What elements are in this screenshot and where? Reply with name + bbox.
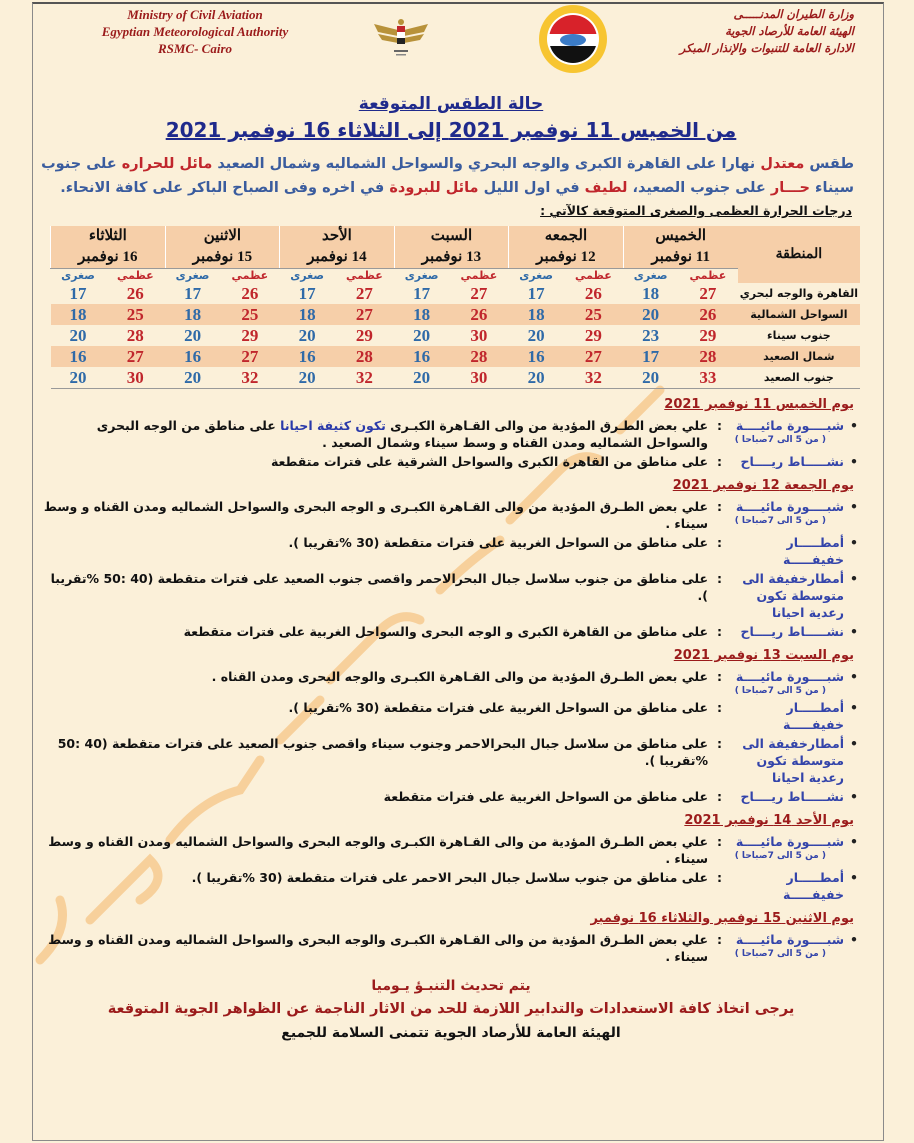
max-temp: 25 <box>564 304 624 325</box>
summary-segment: حـــار <box>770 180 810 196</box>
max-temp: 29 <box>584 326 602 345</box>
max-temp: 29 <box>355 326 373 345</box>
header-ar-line: الهيئة العامة للأرصاد الجوية <box>725 24 854 38</box>
day-date: 11 نوفمبر <box>623 247 738 269</box>
phenomenon-description <box>40 453 708 470</box>
colon: : <box>717 454 722 469</box>
header-ar-line: الادارة العامة للتنبوات والإنذار المبكر <box>679 41 854 55</box>
header-en-line: RSMC- Cairo <box>157 41 233 56</box>
summary-segment: على جنوب الصعيد، <box>627 180 771 196</box>
day-header <box>165 226 280 247</box>
min-label: صغرى <box>175 269 210 282</box>
min-temp: 20 <box>527 326 545 345</box>
max-label: عظمي <box>231 269 269 282</box>
time-note: ( من 5 الى 7صباحا ) <box>734 851 826 861</box>
min-label: صغرى <box>290 269 324 282</box>
summary-segment: مائل للبرودة <box>389 180 479 196</box>
min-temp: 20 <box>51 367 106 389</box>
phenomenon-label <box>722 623 844 640</box>
min-temp: 17 <box>69 284 87 303</box>
forecast-item <box>40 534 862 568</box>
phenomenon-name: أمطارخفيفة الى متوسطة تكون رعدية احيانا <box>742 571 844 620</box>
forecast-item <box>40 453 862 470</box>
phenomenon-label <box>722 417 844 446</box>
day-section-heading: يوم الجمعة 12 نوفمبر 2021 <box>672 478 854 493</box>
footer-closing: الهيئة العامة للأرصاد الجوية تتمنى السلامة للجميع <box>281 1025 621 1041</box>
description-text: على مناطق من جنوب سلاسل جبال البحر الاحمر على فترات متقطعة (30 %تقريبا ). <box>191 870 708 885</box>
header-en-line: Egyptian Meteorological Authority <box>101 24 289 39</box>
time-note: ( من 5 الى 7صباحا ) <box>734 949 826 959</box>
phenomenon-name: شبــــورة مائيــــة <box>735 834 844 849</box>
phenomenon-name: شبــــورة مائيــــة <box>735 669 844 684</box>
summary-segment: مائل للحراره <box>121 156 213 172</box>
max-temp: 26 <box>678 304 738 325</box>
header-english <box>60 6 330 57</box>
ema-logo <box>538 4 608 74</box>
max-temp: 32 <box>564 367 624 389</box>
max-temp: 25 <box>105 304 165 325</box>
phenomenon-name: أمطـــــار خفيفـــــة <box>782 700 844 732</box>
min-temp: 20 <box>298 326 316 345</box>
description-text: على مناطق من الوجه البحرى والسواحل الشماليه ومدن القناه و وسط سيناء وشمال الصعيد . <box>96 418 708 450</box>
forecast-item <box>40 417 862 451</box>
phenomenon-label <box>722 498 844 527</box>
max-temp: 32 <box>335 367 395 389</box>
min-temp: 16 <box>280 346 335 367</box>
day-section-heading: يوم الخميس 11 نوفمبر 2021 <box>664 397 854 412</box>
phenomenon-label <box>722 534 844 568</box>
summary-segment: في اخره وفى الصباح الباكر على كافة الانحاء. <box>60 180 390 196</box>
phenomenon-label <box>722 570 844 621</box>
footer-warning: يرجى اتخاذ كافة الاستعدادات والتدابير اللازمة للحد من الاثار الناجمة عن الظواهر الجوية المتوقعة <box>107 1001 795 1017</box>
min-temp: 20 <box>69 326 87 345</box>
phenomenon-name: شبــــورة مائيــــة <box>735 932 844 947</box>
bullet-icon: • <box>850 624 858 639</box>
forecast-item <box>40 668 862 697</box>
min-temp: 20 <box>394 367 449 389</box>
forecast-period: من الخميس 11 نوفمبر 2021 إلى الثلاثاء 16 نوفمبر 2021 <box>165 118 737 142</box>
table-row <box>51 346 861 367</box>
day-date: 14 نوفمبر <box>280 247 395 269</box>
bullet-icon: • <box>850 700 858 715</box>
day-date: 15 نوفمبر <box>165 247 280 269</box>
forecast-item <box>40 869 862 903</box>
temperatures-heading: درجات الحرارة العظمى والصغرى المتوقعة كالآتي : <box>540 203 852 218</box>
max-label: عظمي <box>345 269 383 282</box>
min-temp: 18 <box>642 284 660 303</box>
forecast-item <box>40 833 862 867</box>
table-row <box>51 367 861 389</box>
phenomenon-name: أمطارخفيفة الى متوسطة تكون رعدية احيانا <box>742 736 844 785</box>
max-temp: 28 <box>678 346 738 367</box>
phenomenon-label <box>722 833 844 862</box>
colon: : <box>717 870 722 885</box>
footer-update: يتم تحديث التنبـؤ يـوميا <box>371 978 531 994</box>
header-arabic <box>614 6 854 57</box>
min-temp: 16 <box>394 346 449 367</box>
colon: : <box>717 700 722 715</box>
bullet-icon: • <box>850 669 858 684</box>
min-temp: 17 <box>413 284 431 303</box>
max-temp: 26 <box>449 304 509 325</box>
description-text: على مناطق من جنوب سلاسل جبال البحرالاحمر واقصى جنوب الصعيد على فترات متقطعة (40 :50 %تقريبا ). <box>50 571 708 603</box>
description-text: على مناطق من السواحل الغربية على فترات متقطعة (30 %تقريبا ). <box>288 700 708 715</box>
max-temp: 30 <box>105 367 165 389</box>
phenomenon-description <box>40 534 708 551</box>
phenomenon-description <box>40 833 708 867</box>
max-temp: 27 <box>564 346 624 367</box>
max-temp: 28 <box>449 346 509 367</box>
min-temp: 16 <box>51 346 106 367</box>
description-highlight: تكون كثيفة احيانا <box>280 418 386 433</box>
summary-segment: على جنوب سيناء <box>41 156 854 196</box>
day-section-heading: يوم الاثنين 15 نوفمبر والثلاثاء 16 نوفمبر <box>590 911 854 926</box>
day-name: الجمعه <box>544 228 588 244</box>
max-temp: 28 <box>126 326 144 345</box>
min-temp: 18 <box>51 304 106 325</box>
max-label: عظمي <box>575 269 612 282</box>
day-section-heading: يوم السبت 13 نوفمبر 2021 <box>673 648 854 663</box>
min-temp: 16 <box>509 346 564 367</box>
max-temp: 29 <box>699 326 717 345</box>
max-temp: 27 <box>699 284 717 303</box>
description-text: علي بعض الطـرق المؤدية من والى القـاهرة الكبـرى والوجه البحرى ومدن القناه . <box>211 669 708 684</box>
max-temp: 30 <box>449 367 509 389</box>
table-row <box>51 304 861 325</box>
day-name: السبت <box>430 228 473 244</box>
bullet-icon: • <box>850 418 858 433</box>
region-header: المنطقة <box>738 226 860 283</box>
region-name: جنوب الصعيد <box>738 367 860 389</box>
min-temp: 20 <box>623 304 678 325</box>
summary-segment: في اول الليل <box>478 180 585 196</box>
max-temp: 28 <box>335 346 395 367</box>
forecast-item <box>40 623 862 640</box>
max-temp: 33 <box>678 367 738 389</box>
forecast-item <box>40 699 862 733</box>
min-temp: 20 <box>623 367 678 389</box>
phenomenon-description <box>40 570 708 604</box>
phenomenon-name: نشـــــاط ريــــاح <box>740 624 844 639</box>
forecast-item <box>40 788 862 805</box>
max-temp: 29 <box>241 326 259 345</box>
min-temp: 23 <box>642 326 660 345</box>
table-row <box>51 325 861 346</box>
phenomenon-description <box>40 869 708 886</box>
phenomenon-name: نشـــــاط ريــــاح <box>740 454 844 469</box>
min-temp: 20 <box>280 367 335 389</box>
day-name: الأحد <box>321 228 352 244</box>
phenomenon-label <box>722 735 844 786</box>
day-header <box>509 226 624 247</box>
bullet-icon: • <box>850 499 858 514</box>
description-text: على مناطق من السواحل الغربية على فترات متقطعة <box>383 789 708 804</box>
max-label: عظمي <box>460 269 498 282</box>
bullet-icon: • <box>850 535 858 550</box>
page-title: حالة الطقس المتوقعة <box>358 94 544 114</box>
day-name: الثلاثاء <box>88 228 127 244</box>
day-date: 12 نوفمبر <box>509 247 624 269</box>
min-temp: 20 <box>413 326 431 345</box>
day-header <box>623 226 738 247</box>
min-label: صغرى <box>404 269 439 282</box>
phenomenon-name: نشـــــاط ريــــاح <box>740 789 844 804</box>
time-note: ( من 5 الى 7صباحا ) <box>734 435 826 445</box>
bullet-icon: • <box>850 870 858 885</box>
day-date: 16 نوفمبر <box>51 247 166 269</box>
summary-segment: لطيف <box>584 180 628 196</box>
min-temp: 17 <box>184 284 202 303</box>
bullet-icon: • <box>850 932 858 947</box>
colon: : <box>717 789 722 804</box>
max-label: عظمي <box>689 269 727 282</box>
colon: : <box>717 535 722 550</box>
colon: : <box>717 834 722 849</box>
document-body <box>40 92 862 1045</box>
phenomenon-description <box>40 417 708 451</box>
bullet-icon: • <box>850 736 858 751</box>
max-temp: 27 <box>355 284 373 303</box>
bullet-icon: • <box>850 789 858 804</box>
day-section-heading: يوم الأحد 14 نوفمبر 2021 <box>684 813 854 828</box>
phenomenon-name: أمطـــــار خفيفـــــة <box>782 535 844 567</box>
max-temp: 27 <box>105 346 165 367</box>
description-text: علي بعض الطـرق المؤدية من والى القـاهرة الكبـرى والوجه البحرى والسواحل الشماليه ومدن القناه و وسط سيناء . <box>48 932 708 964</box>
day-header <box>280 226 395 247</box>
region-name: القاهرة والوجه لبحري <box>739 287 858 300</box>
bullet-icon: • <box>850 454 858 469</box>
phenomenon-label <box>722 869 844 903</box>
max-temp: 26 <box>241 284 259 303</box>
day-header <box>51 226 166 247</box>
description-text: علي بعض الطـرق المؤدية من والى القـاهرة الكبـرى و الوجه البحرى والسواحل الشماليه ومدن القناه و وسط سيناء . <box>43 499 708 531</box>
summary-segment: نهارا على القاهرة الكبرى والوجه البحري والسواحل الشماليه وشمال الصعيد <box>212 156 761 172</box>
colon: : <box>717 624 722 639</box>
min-temp: 17 <box>527 284 545 303</box>
max-temp: 27 <box>335 304 395 325</box>
min-temp: 18 <box>509 304 564 325</box>
phenomenon-label <box>722 668 844 697</box>
phenomenon-description <box>40 498 708 532</box>
min-temp: 20 <box>165 367 220 389</box>
region-name: جنوب سيناء <box>766 329 831 342</box>
colon: : <box>717 736 722 751</box>
phenomenon-name: شبــــورة مائيــــة <box>735 499 844 514</box>
phenomenon-description <box>40 735 708 769</box>
colon: : <box>717 499 722 514</box>
max-temp: 27 <box>470 284 488 303</box>
summary-segment: طقس <box>804 156 854 172</box>
bullet-icon: • <box>850 571 858 586</box>
max-temp: 26 <box>584 284 602 303</box>
min-temp: 18 <box>280 304 335 325</box>
header-ar-line: وزارة الطيران المدنـــــى <box>733 7 854 21</box>
min-temp: 18 <box>394 304 449 325</box>
forecast-item <box>40 498 862 532</box>
phenomenon-description <box>40 788 708 805</box>
table-row <box>51 283 861 304</box>
min-temp: 16 <box>165 346 220 367</box>
forecast-summary <box>40 152 862 200</box>
region-name: السواحل الشمالية <box>738 304 860 325</box>
description-text: على مناطق من القاهرة الكبرى و الوجه البحرى والسواحل الغربية على فترات متقطعة <box>183 624 708 639</box>
phenomenon-label <box>722 699 844 733</box>
phenomenon-label <box>722 453 844 470</box>
phenomenon-description <box>40 668 708 685</box>
min-temp: 17 <box>298 284 316 303</box>
region-name: شمال الصعيد <box>738 346 860 367</box>
min-temp: 17 <box>623 346 678 367</box>
max-label: عظمي <box>116 269 154 282</box>
colon: : <box>717 932 722 947</box>
min-temp: 18 <box>165 304 220 325</box>
description-text: على مناطق من السواحل الغربية على فترات متقطعة (30 %تقريبا ). <box>288 535 708 550</box>
description-text: على مناطق من سلاسل جبال البحرالاحمر وجنوب سيناء واقصى جنوب الصعيد على فترات متقطعة (40 :50 %تقريبا ). <box>57 736 708 768</box>
max-temp: 30 <box>470 326 488 345</box>
day-name: الخميس <box>655 228 707 244</box>
colon: : <box>717 418 722 433</box>
footer <box>40 975 862 1045</box>
summary-segment: معتدل <box>760 156 805 172</box>
phenomenon-name: أمطـــــار خفيفـــــة <box>782 870 844 902</box>
day-date: 13 نوفمبر <box>394 247 509 269</box>
day-header <box>394 226 509 247</box>
aviation-emblem-logo <box>372 16 430 60</box>
phenomenon-description <box>40 699 708 716</box>
min-label: صغرى <box>61 269 95 282</box>
bullet-icon: • <box>850 834 858 849</box>
time-note: ( من 5 الى 7صباحا ) <box>734 686 826 696</box>
forecast-item <box>40 931 862 965</box>
colon: : <box>717 571 722 586</box>
time-note: ( من 5 الى 7صباحا ) <box>734 516 826 526</box>
max-temp: 27 <box>220 346 280 367</box>
colon: : <box>717 669 722 684</box>
min-label: صغرى <box>519 269 553 282</box>
daily-sections <box>40 396 862 965</box>
min-temp: 20 <box>509 367 564 389</box>
phenomenon-description <box>40 931 708 965</box>
temperature-table <box>50 226 860 389</box>
min-label: صغرى <box>633 269 668 282</box>
phenomenon-name: شبــــورة مائيــــة <box>735 418 844 433</box>
forecast-item <box>40 735 862 786</box>
description-text: على مناطق من القاهرة الكبرى والسواحل الشرقية على فترات متقطعة <box>270 454 708 469</box>
description-text: علي بعض الطـرق المؤدية من والى القـاهرة الكبـرى <box>385 418 708 433</box>
max-temp: 32 <box>220 367 280 389</box>
day-name: الاثنين <box>203 228 242 244</box>
min-temp: 20 <box>184 326 202 345</box>
phenomenon-label <box>722 931 844 960</box>
max-temp: 26 <box>126 284 144 303</box>
phenomenon-label <box>722 788 844 805</box>
forecast-item <box>40 570 862 621</box>
header-en-line: Ministry of Civil Aviation <box>127 7 263 22</box>
max-temp: 25 <box>220 304 280 325</box>
description-text: علي بعض الطـرق المؤدية من والى القـاهرة الكبـرى والوجه البحرى والسواحل الشماليه ومدن القناه و وسط سيناء . <box>48 834 708 866</box>
phenomenon-description <box>40 623 708 640</box>
